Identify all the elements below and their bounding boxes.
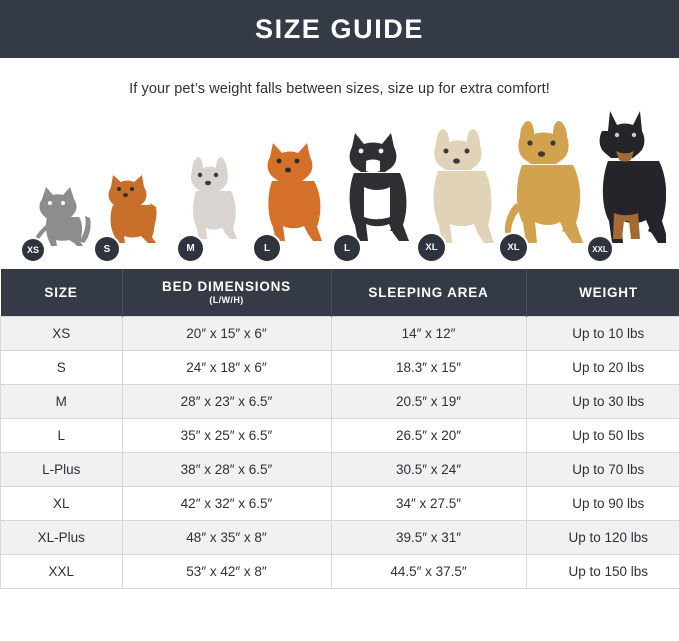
table-row: [1, 351, 679, 385]
cell-weight: Up to 10 lbs: [526, 317, 679, 351]
pet-badge-xxl: XXL: [588, 237, 612, 261]
cell-weight: Up to 30 lbs: [526, 385, 679, 419]
table-header: [1, 269, 679, 317]
pet-figure-m: [178, 153, 240, 261]
page-title: SIZE GUIDE: [254, 13, 425, 44]
cell-dimensions: 48″ x 35″ x 8″: [122, 521, 331, 555]
column-header-weight-label: WEIGHT: [579, 284, 638, 300]
column-header-sleeping-area-label: SLEEPING AREA: [368, 284, 489, 300]
cell-weight: Up to 50 lbs: [526, 419, 679, 453]
cell-sleeping-area: 44.5″ x 37.5″: [331, 555, 526, 589]
cell-dimensions: 35″ x 25″ x 6.5″: [122, 419, 331, 453]
column-header-weight: [526, 269, 679, 317]
cell-size: XXL: [1, 555, 123, 589]
column-header-sleeping-area: [331, 269, 526, 317]
column-header-bed-dimensions-label: BED DIMENSIONS: [162, 279, 291, 294]
cell-size: S: [1, 351, 123, 385]
cell-size: M: [1, 385, 123, 419]
cell-weight: Up to 120 lbs: [526, 521, 679, 555]
cell-dimensions: 42″ x 32″ x 6.5″: [122, 487, 331, 521]
pet-figure-l-1: [254, 139, 326, 261]
cell-sleeping-area: 34″ x 27.5″: [331, 487, 526, 521]
pet-badge-xs: XS: [22, 239, 44, 261]
table-row: [1, 487, 679, 521]
cell-sleeping-area: 39.5″ x 31″: [331, 521, 526, 555]
pet-figure-s: [95, 165, 161, 261]
pet-figure-xxl: [588, 111, 666, 261]
subtitle-text: If your pet’s weight falls between sizes, size up for extra comfort!: [129, 81, 550, 97]
pet-badge-s: S: [95, 237, 119, 261]
cell-size: XS: [1, 317, 123, 351]
cell-size: XL: [1, 487, 123, 521]
table-row: [1, 419, 679, 453]
cell-dimensions: 20″ x 15″ x 6″: [122, 317, 331, 351]
cell-weight: Up to 90 lbs: [526, 487, 679, 521]
pet-badge-xl-1: XL: [418, 234, 445, 261]
cat-silhouette-icon: [22, 181, 92, 247]
table-row: [1, 521, 679, 555]
cell-dimensions: 53″ x 42″ x 8″: [122, 555, 331, 589]
pet-figure-xl-2: [500, 119, 586, 261]
pet-badge-l-1: L: [254, 235, 280, 261]
column-header-bed-dimensions: [122, 269, 331, 317]
cell-sleeping-area: 26.5″ x 20″: [331, 419, 526, 453]
pet-figure-xs: [22, 181, 92, 261]
page-header: [0, 0, 679, 58]
cell-sleeping-area: 30.5″ x 24″: [331, 453, 526, 487]
cell-size: L-Plus: [1, 453, 123, 487]
size-chart-table: [0, 269, 679, 589]
cell-dimensions: 24″ x 18″ x 6″: [122, 351, 331, 385]
cell-sleeping-area: 18.3″ x 15″: [331, 351, 526, 385]
table-header-row: [1, 269, 679, 317]
pet-figure-l-2: [334, 131, 412, 261]
shiba-inu-silhouette-icon: [254, 139, 326, 247]
pet-badge-m: M: [178, 236, 203, 261]
cell-dimensions: 28″ x 23″ x 6.5″: [122, 385, 331, 419]
french-bulldog-silhouette-icon: [178, 153, 240, 247]
cell-weight: Up to 20 lbs: [526, 351, 679, 385]
column-header-bed-dimensions-sub: (L/W/H): [209, 295, 244, 305]
cell-size: L: [1, 419, 123, 453]
pet-silhouettes-row: [0, 111, 679, 261]
cell-sleeping-area: 20.5″ x 19″: [331, 385, 526, 419]
border-collie-silhouette-icon: [334, 131, 412, 247]
cell-size: XL-Plus: [1, 521, 123, 555]
table-row: [1, 385, 679, 419]
table-row: [1, 453, 679, 487]
pet-figure-xl-1: [418, 127, 498, 261]
table-row: [1, 555, 679, 589]
pet-badge-l-2: L: [334, 235, 360, 261]
cell-weight: Up to 150 lbs: [526, 555, 679, 589]
cell-sleeping-area: 14″ x 12″: [331, 317, 526, 351]
table-row: [1, 317, 679, 351]
pet-badge-xl-2: XL: [500, 234, 527, 261]
doberman-silhouette-icon: [588, 111, 666, 247]
cell-dimensions: 38″ x 28″ x 6.5″: [122, 453, 331, 487]
golden-retriever-silhouette-icon: [500, 119, 586, 247]
labrador-silhouette-icon: [418, 127, 498, 247]
pomeranian-silhouette-icon: [95, 165, 161, 247]
cell-weight: Up to 70 lbs: [526, 453, 679, 487]
table-body: [1, 317, 679, 589]
column-header-size-label: SIZE: [44, 284, 78, 300]
column-header-size: [1, 269, 123, 317]
